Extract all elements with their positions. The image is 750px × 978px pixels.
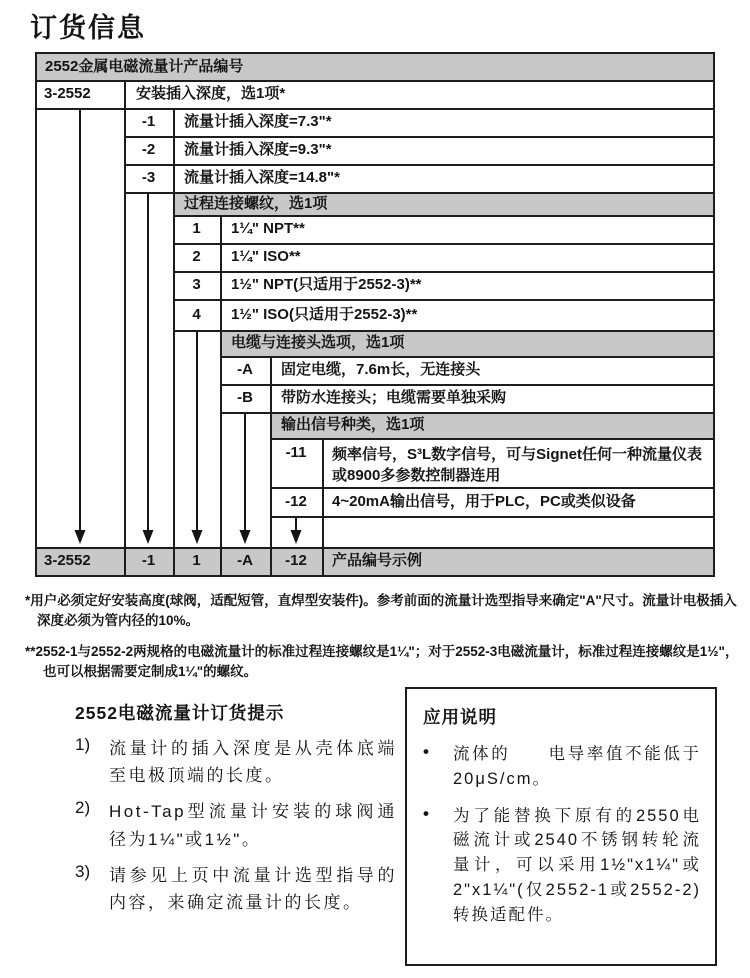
tip-text: 流量计的插入深度是从壳体底端至电极顶端的长度。 (109, 739, 397, 786)
example-code: -1 (141, 552, 156, 569)
option-label: 流量计插入深度=14.8"* (184, 169, 340, 186)
option-label: 流量计插入深度=7.3"* (184, 113, 332, 130)
bullet-icon: • (423, 803, 429, 823)
option-code: -12 (285, 493, 307, 510)
option-label: 4~20mA输出信号，用于PLC，PC或类似设备 (332, 493, 636, 510)
option-code: 2 (192, 248, 201, 265)
tip-marker: 2) (75, 798, 91, 818)
application-note-item (423, 804, 701, 928)
section-2-header: 过程连接螺纹，选1项 (184, 195, 328, 212)
application-notes-title: 应用说明 (423, 707, 497, 727)
application-note-text: 为了能替换下原有的2550电磁流计或2540不锈钢转轮流量计，可以采用1½"x1¼"或2"x1¼"(仅2552-1或2552-2)转换适配件。 (453, 806, 701, 924)
option-label: 1¼" NPT** (231, 220, 305, 237)
option-label: 1¼" ISO** (231, 248, 301, 265)
ordering-tips (75, 700, 397, 925)
option-code: 1 (192, 220, 201, 237)
example-code: -12 (285, 552, 307, 569)
section-1-header: 安装插入深度，选1项* (136, 85, 286, 102)
option-label: 频率信号，S³L数字信号，可与Signet任何一种流量仪表或8900多参数控制器连用 (332, 446, 702, 484)
tip-item (75, 735, 397, 789)
example-code: 3-2552 (44, 552, 91, 569)
example-label: 产品编号示例 (332, 552, 423, 569)
ordering-tips-title: 2552电磁流量计订货提示 (75, 703, 285, 723)
section-3-header: 电缆与连接头选项，选1项 (231, 334, 405, 351)
application-notes-box (405, 687, 717, 966)
tip-text: 请参见上页中流量计选型指导的内容，来确定流量计的长度。 (109, 865, 397, 912)
section-4-header: 输出信号种类，选1项 (281, 416, 425, 433)
footnote-2: **2552-1与2552-2两规格的电磁流量计的标准过程连接螺纹是1¼"；对于2552-3电磁流量计，标准过程连接螺纹是1½"，也可以根据需要定制成1¼"的螺纹。 (25, 644, 739, 680)
tip-text: Hot-Tap型流量计安装的球阀通径为1¼"或1½"。 (109, 802, 397, 849)
tip-marker: 1) (75, 735, 91, 754)
option-label: 1½" NPT(只适用于2552-3)** (231, 276, 422, 293)
option-code: -A (237, 361, 253, 378)
example-code: 1 (192, 552, 201, 569)
option-label: 带防水连接头；电缆需要单独采购 (281, 389, 507, 406)
footnote-1: *用户必须定好安装高度(球阀，适配短管，直焊型安装件)。参考前面的流量计选型指导来确定"A"尺寸。流量计电极插入深度必须为管内径的10%。 (25, 593, 737, 629)
application-note-text: 流体的 电导率值不能低于20μS/cm。 (453, 745, 701, 788)
page-title: 订货信息 (30, 13, 146, 43)
option-label: 流量计插入深度=9.3"* (184, 141, 332, 158)
tip-item (75, 862, 397, 916)
tip-marker: 3) (75, 861, 91, 881)
application-note-item (423, 742, 701, 792)
table-title: 2552金属电磁流量计产品编号 (45, 58, 244, 75)
example-code: -A (237, 552, 253, 569)
option-code: 4 (192, 306, 201, 323)
bullet-icon: • (423, 742, 429, 761)
option-code: -B (237, 389, 253, 406)
tip-item (75, 798, 397, 852)
option-code: -2 (141, 141, 156, 158)
base-code: 3-2552 (44, 85, 91, 102)
option-code: -1 (141, 113, 156, 130)
option-code: 3 (192, 276, 201, 293)
option-code: -3 (141, 169, 156, 186)
option-code: -11 (285, 444, 307, 461)
option-label: 1½" ISO(只适用于2552-3)** (231, 306, 418, 323)
option-label: 固定电缆，7.6m长，无连接头 (281, 361, 481, 378)
